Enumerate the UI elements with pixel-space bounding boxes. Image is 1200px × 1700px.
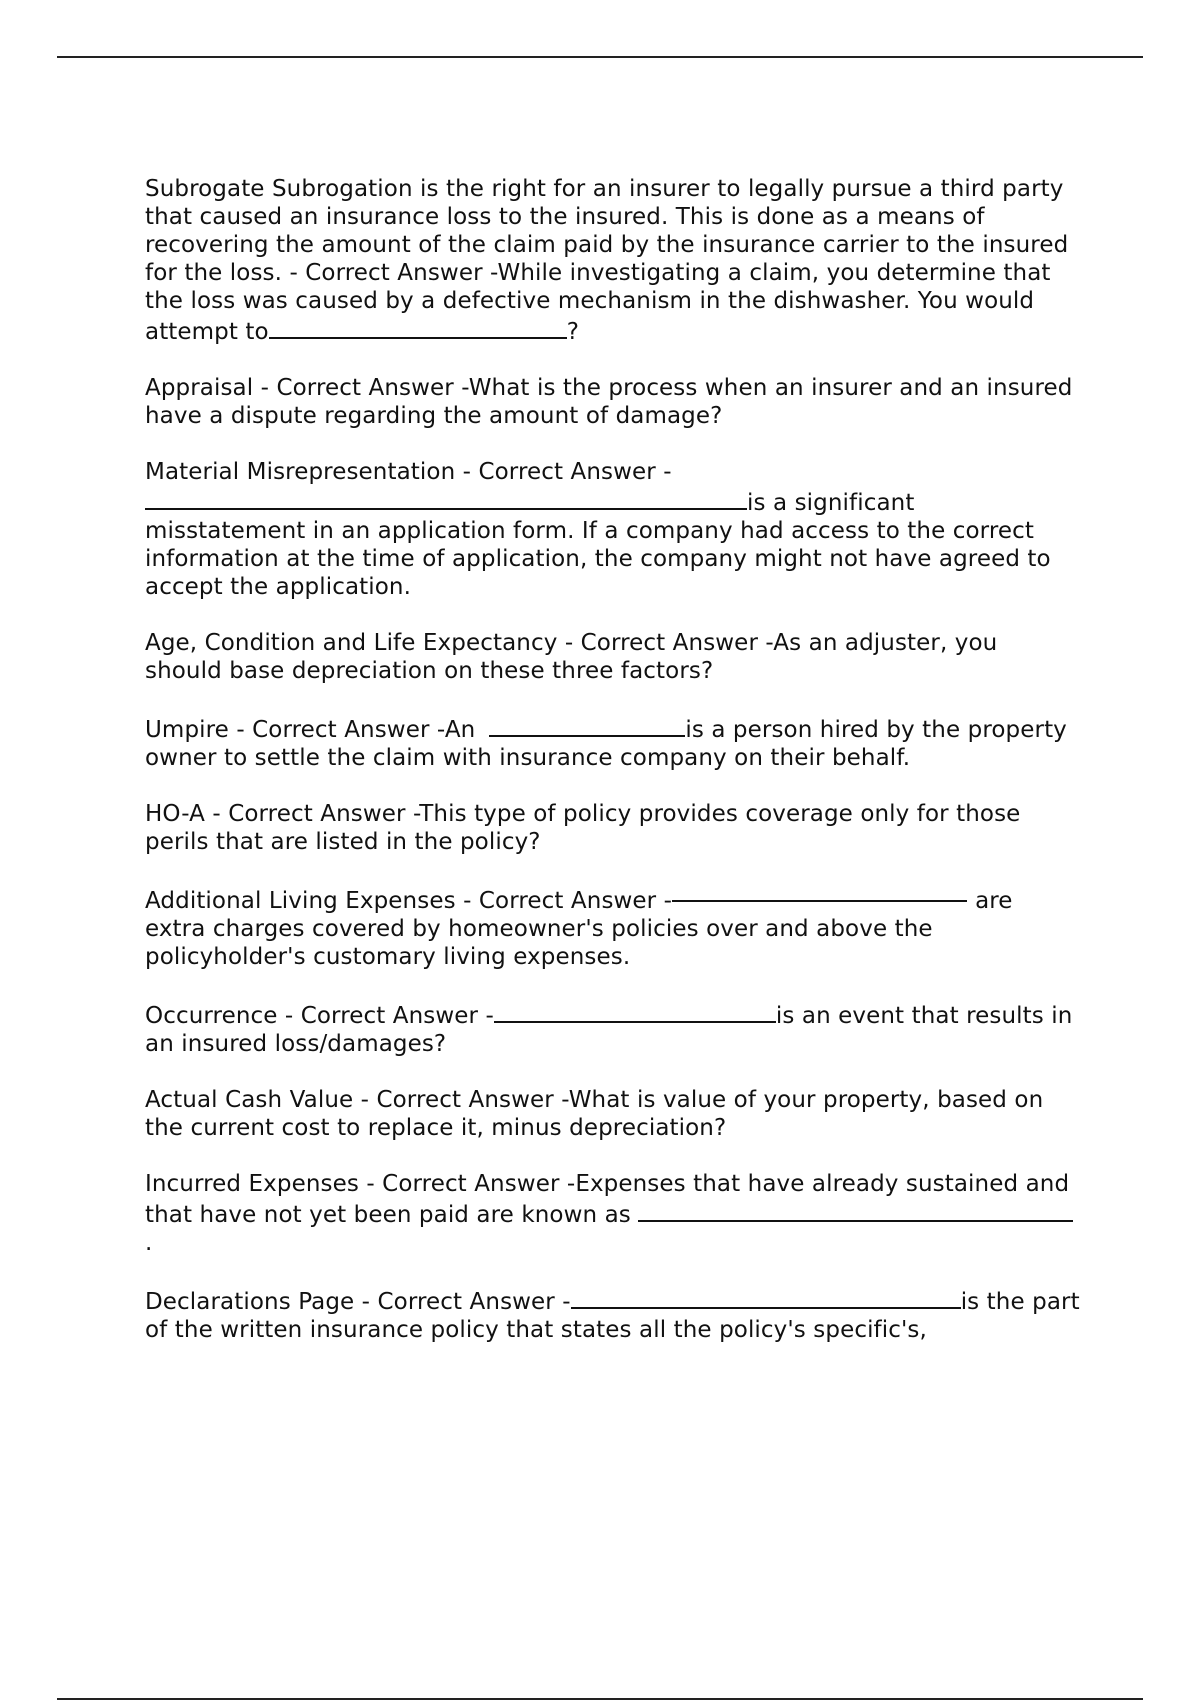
entry-umpire — [145, 713, 1080, 772]
entry-material-misrepresentation — [145, 458, 1080, 601]
entry-text: Declarations Page - Correct Answer - — [145, 1289, 571, 1315]
entry-text-after: ? — [566, 319, 580, 345]
entry-text: Additional Living Expenses - Correct Answer - — [145, 888, 673, 914]
entry-declarations-page — [145, 1285, 1080, 1344]
entry-text-after: is a significant misstatement in an application form. If a company had access to the correct information at the time of application, the company might not have agreed to accept the application. — [145, 490, 1051, 600]
entry-text: Age, Condition and Life Expectancy - Correct Answer -As an adjuster, you should base depreciation on these three factors? — [145, 630, 998, 684]
entry-age-condition — [145, 629, 1080, 685]
entry-text: Subrogate Subrogation is the right for an insurer to legally pursue a third party that caused an insurance loss to the insured. This is done as a means of recovering the amount of the claim paid by the insurance carrier to the insured for the loss. - Correct Answer -While investigating a claim, you determine that the loss was caused by a defective mechanism in the dishwasher. You would attempt to — [145, 176, 1069, 345]
answer-blank — [269, 315, 567, 339]
entry-additional-living-expenses — [145, 884, 1080, 971]
entry-text-after: . — [145, 1230, 153, 1256]
answer-blank — [672, 878, 967, 902]
entry-text: Incurred Expenses - Correct Answer -Expenses that have already sustained and that have not yet been paid are known as — [145, 1171, 1070, 1228]
entry-text: Actual Cash Value - Correct Answer -What is value of your property, based on the current cost to replace it, minus depreciation? — [145, 1087, 1044, 1141]
entry-text: Material Misrepresentation - Correct Answer - — [145, 459, 672, 485]
entry-text: HO-A - Correct Answer -This type of policy provides coverage only for those perils that are listed in the policy? — [145, 801, 1021, 855]
entry-occurrence — [145, 999, 1080, 1058]
answer-blank — [489, 713, 685, 737]
answer-blank — [494, 999, 776, 1023]
entry-ho-a — [145, 800, 1080, 856]
entry-text: Appraisal - Correct Answer -What is the process when an insurer and an insured have a dispute regarding the amount of damage? — [145, 375, 1073, 429]
entry-incurred-expenses — [145, 1170, 1080, 1257]
answer-blank — [638, 1198, 1073, 1222]
header-rule — [57, 56, 1143, 58]
answer-blank — [145, 486, 747, 510]
document-body — [145, 175, 1080, 1372]
entry-text-after: is a person hired by the property owner to settle the claim with insurance company on their behalf. — [145, 717, 1067, 771]
entry-text: Umpire - Correct Answer -An — [145, 717, 476, 743]
entry-text-after: is an event that results in an insured loss/damages? — [145, 1003, 1073, 1057]
entry-subrogate — [145, 175, 1080, 346]
entry-text: Occurrence - Correct Answer - — [145, 1003, 494, 1029]
entry-text-after: are extra charges covered by homeowner's policies over and above the policyholder's customary living expenses. — [145, 888, 1013, 970]
answer-blank — [571, 1285, 961, 1309]
entry-appraisal — [145, 374, 1080, 430]
entry-text-after: is the part of the written insurance policy that states all the policy's specific's, — [145, 1289, 1080, 1343]
entry-actual-cash-value — [145, 1086, 1080, 1142]
